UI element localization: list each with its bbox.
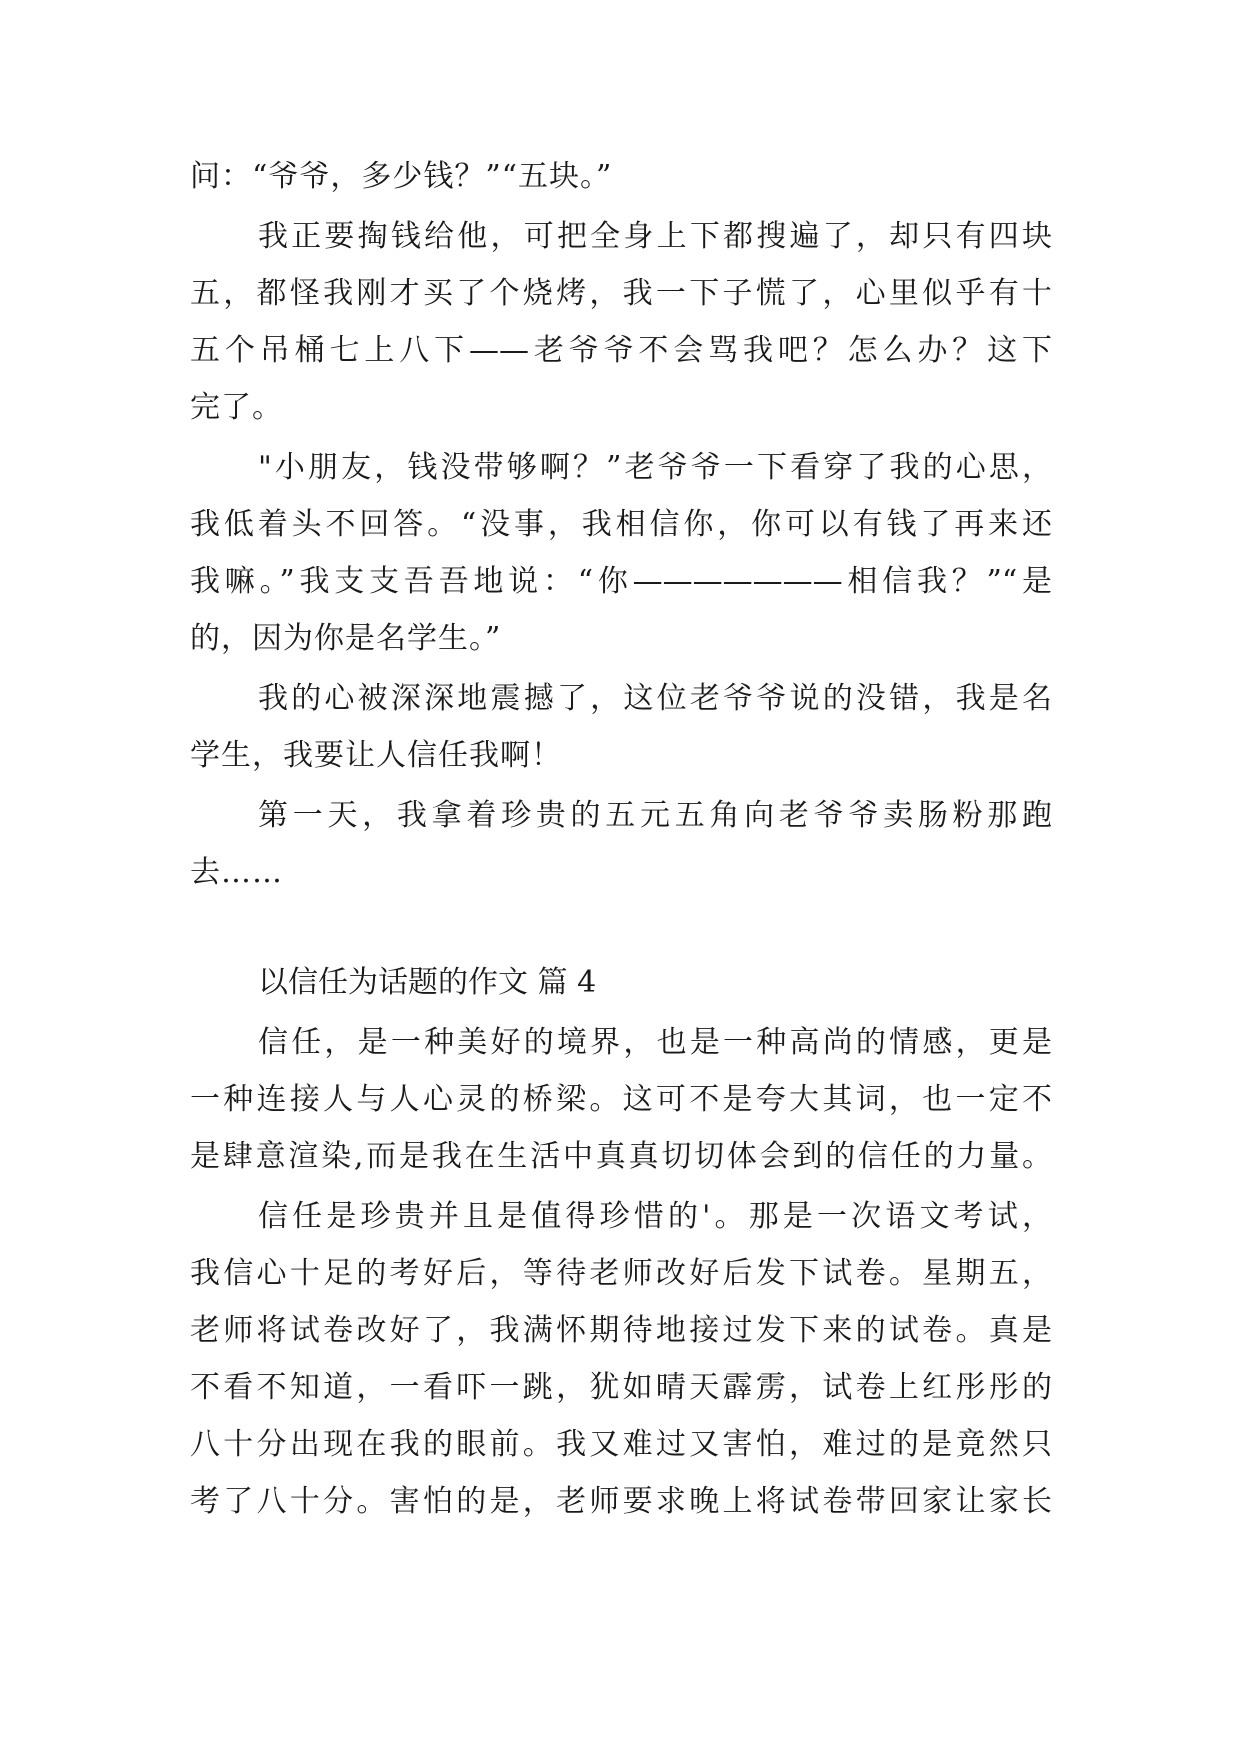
text-line: 一种连接人与人心灵的桥梁。这可不是夸大其词，也一定不 — [190, 1082, 1052, 1117]
paragraph-line: 信任，是一种美好的境界，也是一种高尚的情感，更是 — [258, 1025, 1052, 1060]
text-line: 完了。 — [190, 390, 283, 425]
text-line: 五，都怪我刚才买了个烧烤，我一下子慌了，心里似乎有十 — [190, 276, 1052, 311]
paragraph-line: "小朋友，钱没带够啊？”老爷爷一下看穿了我的心思， — [258, 450, 1052, 485]
text-line: 我嘛。”我支支吾吾地说：“你———————相信我？”“是 — [190, 564, 1052, 599]
text-line: 五个吊桶七上八下——老爷爷不会骂我吧？怎么办？这下 — [190, 333, 1052, 368]
text-line: 的，因为你是名学生。” — [190, 621, 502, 656]
text-line: 去…… — [190, 855, 283, 890]
text-line: 是肆意渲染,而是我在生活中真真切切体会到的信任的力量。 — [190, 1139, 1052, 1174]
paragraph-line: 我正要掏钱给他，可把全身上下都搜遍了，却只有四块 — [258, 219, 1052, 254]
text-line: 八十分出现在我的眼前。我又难过又害怕，难过的是竟然只 — [190, 1427, 1052, 1462]
text-line: 我低着头不回答。“没事，我相信你，你可以有钱了再来还 — [190, 507, 1052, 542]
text-line: 我信心十足的考好后，等待老师改好后发下试卷。星期五， — [190, 1256, 1052, 1291]
paragraph-line: 信任是珍贵并且是值得珍惜的'。那是一次语文考试， — [258, 1199, 1052, 1234]
text-line: 不看不知道，一看吓一跳，犹如晴天霹雳，试卷上红彤彤的 — [190, 1370, 1052, 1405]
section-heading: 以信任为话题的作文 篇 4 — [258, 965, 597, 1000]
paragraph-line: 我的心被深深地震撼了，这位老爷爷说的没错，我是名 — [258, 681, 1052, 716]
paragraph-line: 第一天，我拿着珍贵的五元五角向老爷爷卖肠粉那跑 — [258, 798, 1052, 833]
text-line: 老师将试卷改好了，我满怀期待地接过发下来的试卷。真是 — [190, 1313, 1052, 1348]
text-line: 问：“爷爷，多少钱？”“五块。” — [190, 159, 613, 194]
text-line: 考了八十分。害怕的是，老师要求晚上将试卷带回家让家长 — [190, 1484, 1052, 1519]
text-line: 学生，我要让人信任我啊！ — [190, 738, 562, 773]
